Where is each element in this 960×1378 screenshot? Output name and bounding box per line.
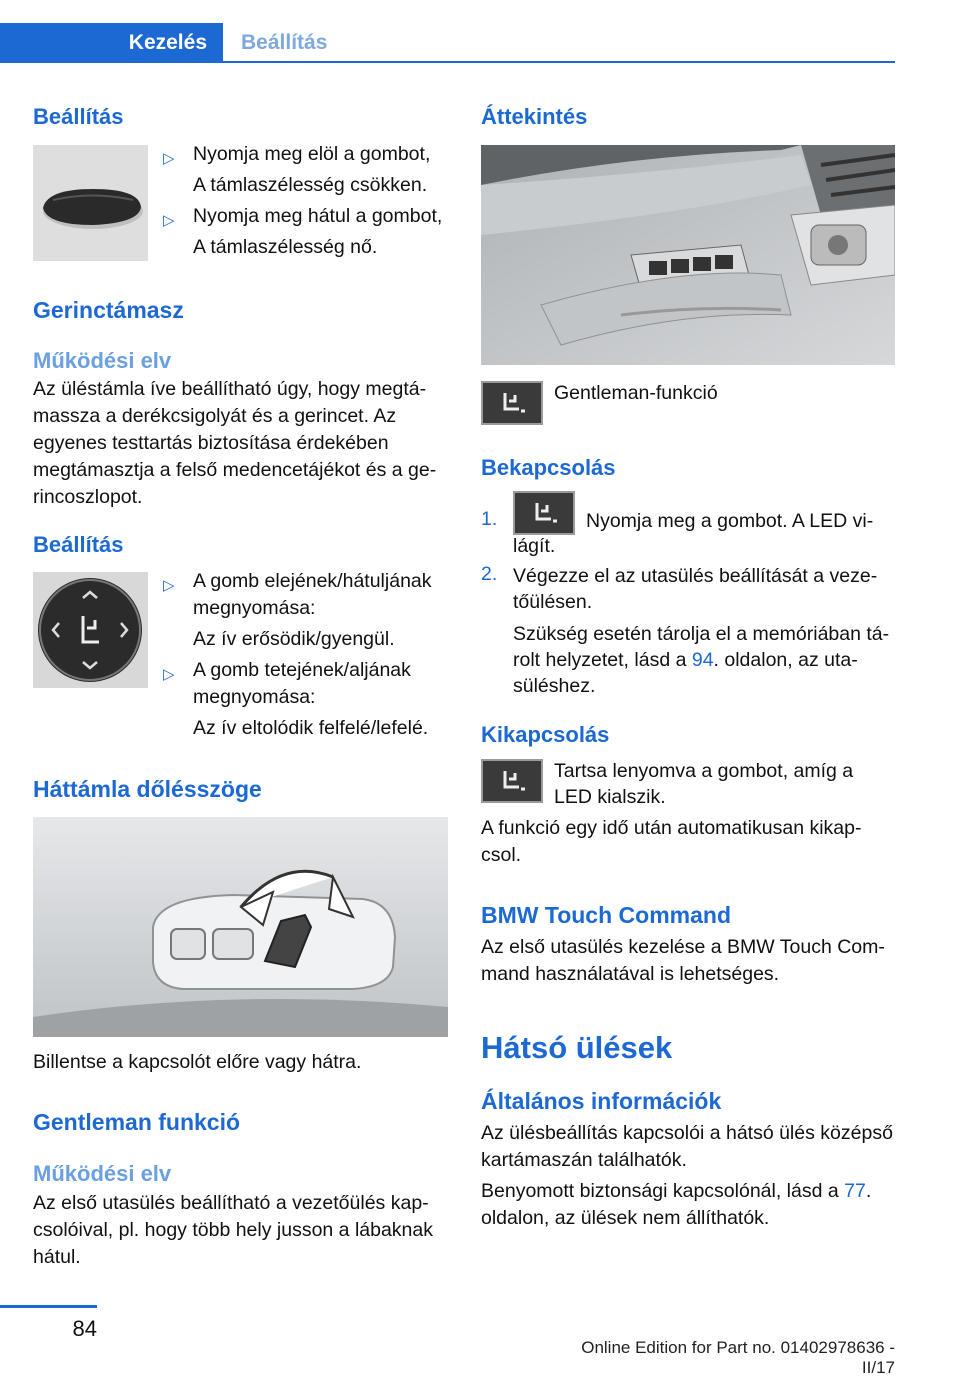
heading-kikapcsolas: Kikapcsolás (481, 722, 610, 747)
tab-kezeles[interactable]: Kezelés (0, 23, 223, 63)
width-button-image (33, 145, 148, 261)
heading-hatso-ulesek: Hátsó ülések (481, 1030, 673, 1065)
step-2-line-1: Végezze el az utasülés beállítását a veze‐ (513, 565, 878, 587)
heading-mukodesi-elv-2: Működési elv (33, 1161, 172, 1186)
bullet-1-line-1: Nyomja meg elöl a gombot, (193, 143, 431, 165)
bullet-4-line-3: Az ív eltolódik felfelé/lefelé. (193, 717, 429, 739)
paragraph-billentse: Billentse a kapcsolót előre vagy hátra. (33, 1051, 362, 1073)
triangle-right-icon: ▷ (163, 150, 175, 167)
page-number: 84 (72, 1316, 97, 1341)
footer-edition: Online Edition for Part no. 01402978636 - II/17 (581, 1338, 895, 1377)
heading-bmw-touch-command: BMW Touch Command (481, 902, 731, 928)
triangle-right-icon: ▷ (163, 577, 175, 594)
triangle-right-icon: ▷ (163, 666, 175, 683)
bullet-2-line-1: Nyomja meg hátul a gombot, (193, 205, 443, 227)
gentleman-funkcio-label: Gentleman-funkció (554, 382, 718, 404)
heading-mukodesi-elv-1: Működési elv (33, 348, 172, 373)
step-number-1: 1. (481, 508, 498, 530)
heading-gentleman: Gentleman funkció (33, 1109, 241, 1135)
paragraph-funkcio: A funkció egy idő után automatikusan kikap‐ csol. (481, 817, 862, 866)
step-2b-line-1: Szükség esetén tárolja el a memóriában tá‐ (513, 623, 890, 645)
door-panel-image (481, 145, 895, 365)
step-2-line-2: tőülésen. (513, 591, 593, 613)
seat-button-icon (481, 759, 543, 803)
heading-gerinctamasz: Gerinctámasz (33, 297, 184, 323)
paragraph-gentleman: Az első utasülés beállítható a vezetőülés kap‐ csolóival, pl. hogy több hely jusson a lábaknak hátul. (33, 1192, 433, 1268)
paragraph-benyomott: Benyomott biztonsági kapcsolónál, lásd a 77. oldalon, az ülések nem állíthatók. (481, 1180, 872, 1229)
paragraph-gerinc: Az üléstámla íve beállítható úgy, hogy megtá‐ massza a derékcsigolyát és a gerincet. Az egyenes testtartás biztosítása érdekében megtámasztja a felső medencetájékot és a ge‐ rincoszlopot. (33, 378, 437, 508)
step-2b-line-3: süléshez. (513, 675, 596, 697)
seat-button-icon (513, 491, 575, 535)
step-2b-line-2: rolt helyzetet, lásd a 94. oldalon, az uta‐ (513, 649, 858, 671)
tab-beallitas[interactable]: Beállítás (241, 31, 328, 54)
heading-beallitas-1: Beállítás (33, 104, 124, 129)
paragraph-bmw: Az első utasülés kezelése a BMW Touch Com‐ mand használatával is lehetséges. (481, 936, 885, 985)
bullet-2-line-2: A támlaszélesség nő. (193, 236, 378, 258)
kikapcsolas-line-1: Tartsa lenyomva a gombot, amíg a (554, 760, 854, 782)
heading-bekapcsolas: Bekapcsolás (481, 455, 616, 480)
step-1-line-1: Nyomja meg a gombot. A LED vi‐ (586, 510, 874, 532)
bullet-4-line-2: megnyomása: (193, 686, 316, 708)
bullet-3-line-2: megnyomása: (193, 597, 316, 619)
kikapcsolas-line-2: LED kialszik. (554, 786, 666, 808)
bullet-4-line-1: A gomb tetejének/aljának (193, 659, 411, 681)
seat-button-icon (481, 381, 543, 425)
heading-hattamla: Háttámla dőlésszöge (33, 776, 262, 802)
bullet-1-line-2: A támlaszélesség csökken. (193, 174, 428, 196)
header-divider (0, 61, 895, 63)
lumbar-control-image (33, 572, 148, 688)
paragraph-altalanos: Az ülésbeállítás kapcsolói a hátsó ülés középső kartámaszán találhatók. (481, 1122, 893, 1171)
step-number-2: 2. (481, 563, 498, 585)
footer-divider (0, 1305, 97, 1308)
heading-attekintes: Áttekintés (481, 104, 588, 129)
seat-controls-image (33, 817, 448, 1037)
bullet-3-line-3: Az ív erősödik/gyengül. (193, 628, 395, 650)
page-link-94[interactable]: 94 (691, 649, 714, 671)
heading-altalanos: Általános információk (481, 1088, 722, 1114)
step-1-line-2: lágít. (513, 535, 556, 557)
triangle-right-icon: ▷ (163, 212, 175, 229)
page-link-77[interactable]: 77 (844, 1180, 866, 1202)
bullet-3-line-1: A gomb elejének/hátuljának (193, 570, 432, 592)
heading-beallitas-2: Beállítás (33, 532, 124, 557)
